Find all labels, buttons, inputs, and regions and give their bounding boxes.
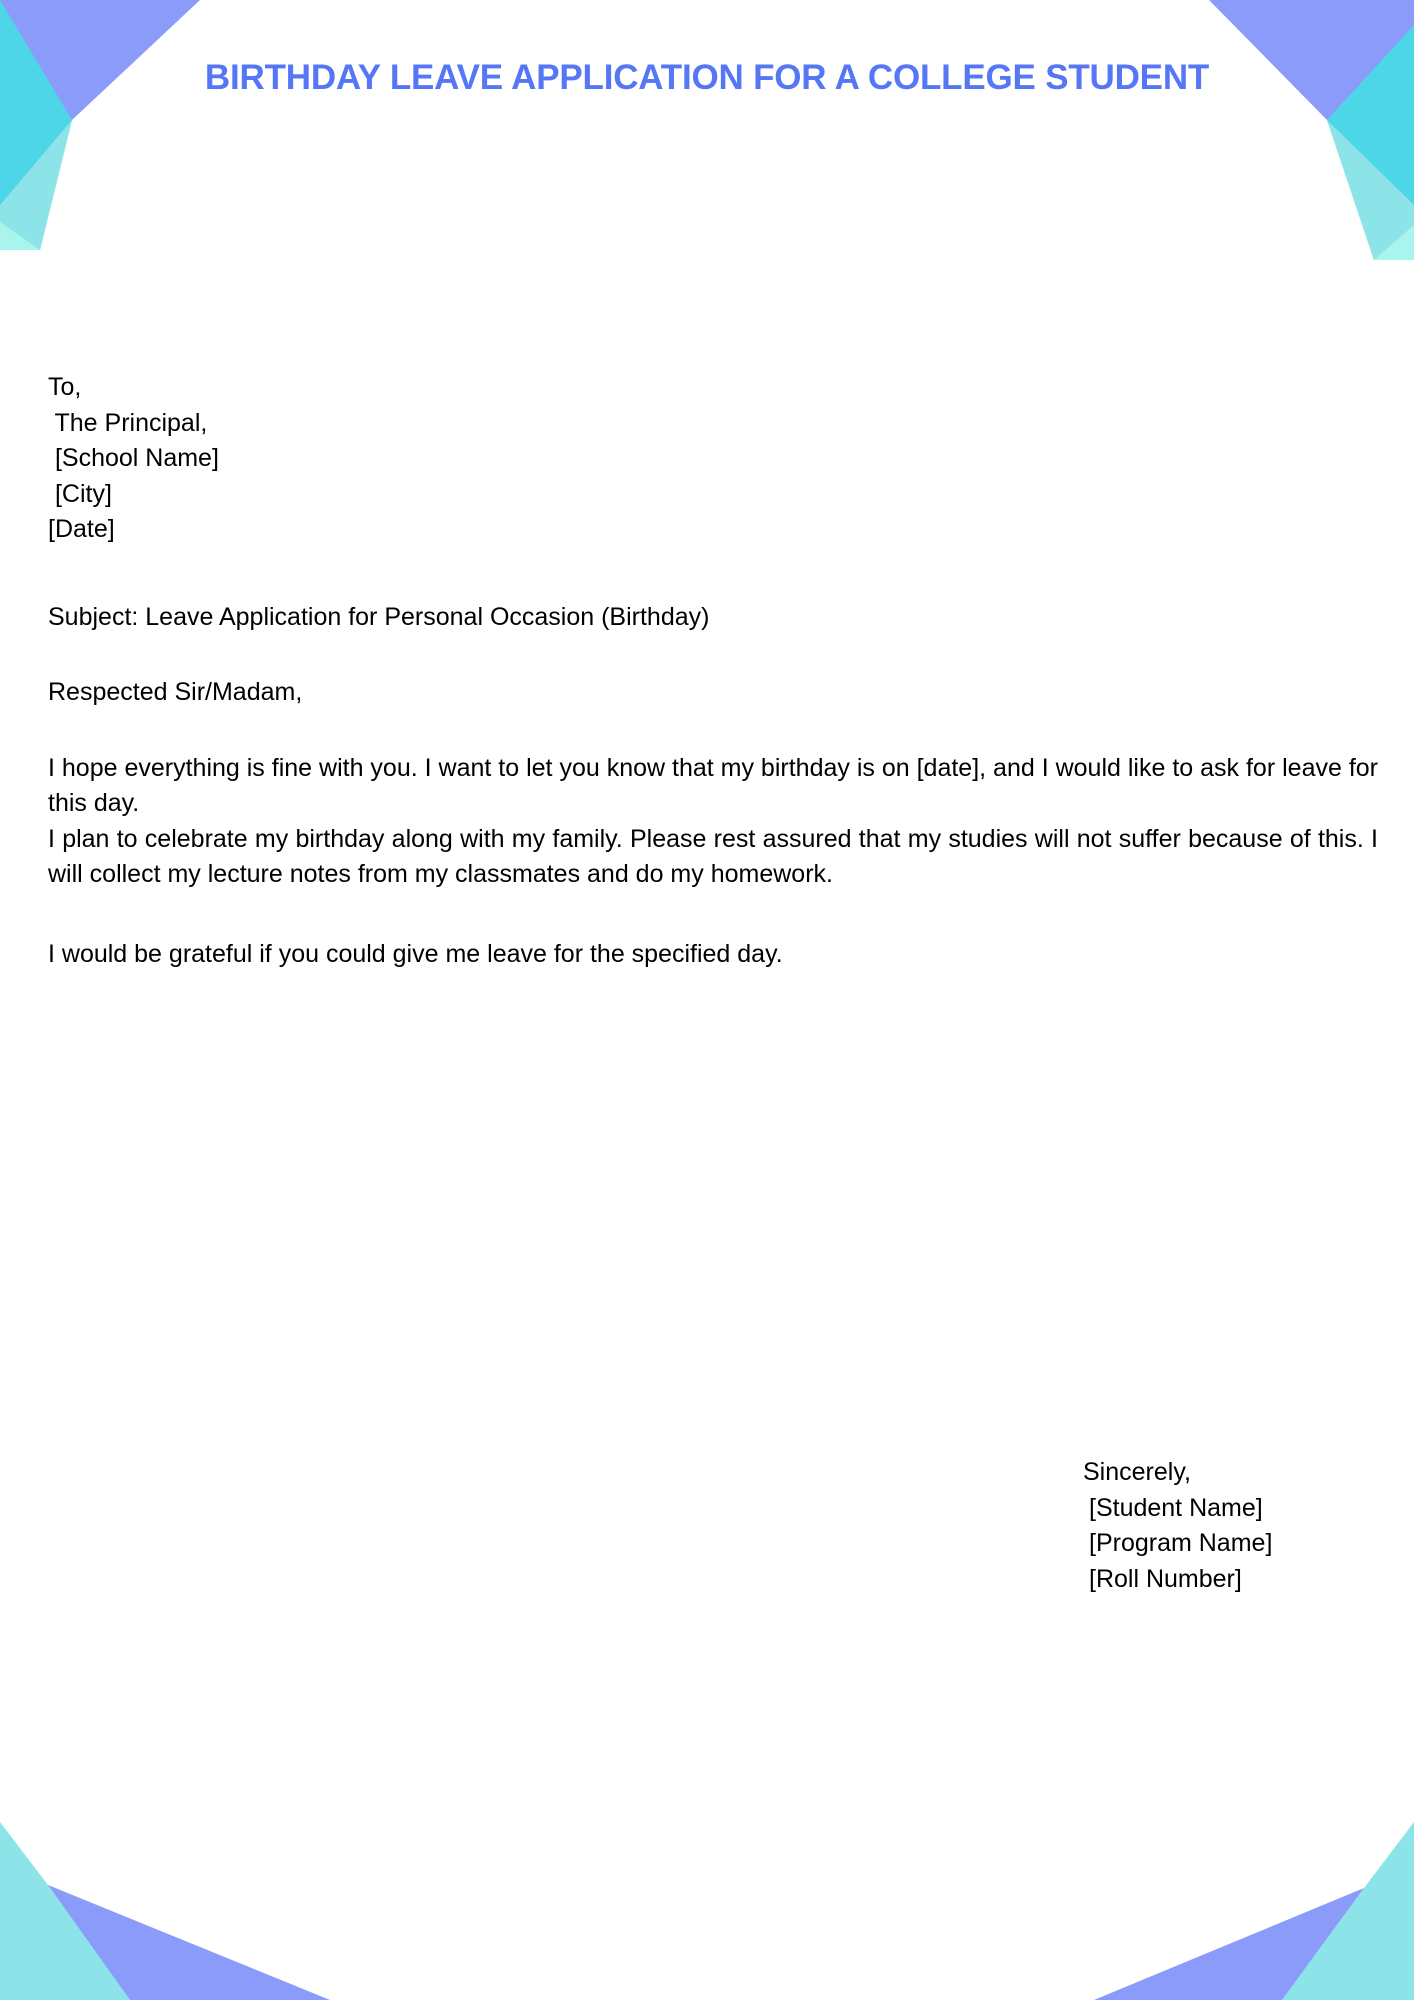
address-school: [School Name] — [48, 444, 219, 472]
spacer-after-salutation — [48, 711, 1378, 751]
address-city: [City] — [48, 479, 112, 508]
corner-decoration-bottom-left-icon — [0, 1800, 330, 2000]
corner-decoration-bottom-right-icon — [1064, 1800, 1414, 2000]
closing-program-name: [Program Name] — [1089, 1529, 1273, 1557]
address-recipient: The Principal, — [48, 408, 208, 437]
closing-roll-number: [Roll Number] — [1089, 1564, 1242, 1593]
address-date: [Date] — [48, 515, 115, 543]
title-container — [0, 58, 1414, 98]
spacer-after-subject — [48, 635, 1378, 675]
body-paragraph-3: I would be grateful if you could give me leave for the specified day. — [48, 939, 783, 968]
address-block — [48, 370, 1378, 548]
closing-block — [1083, 1455, 1383, 1597]
corner-decoration-top-left-icon — [0, 0, 200, 250]
closing-student-name: [Student Name] — [1089, 1493, 1263, 1522]
spacer-after-address — [48, 548, 1378, 600]
corner-decoration-top-right-icon — [1199, 0, 1414, 260]
closing-sincerely: Sincerely, — [1083, 1458, 1191, 1486]
letter-body — [48, 370, 1378, 972]
subject-line: Subject: Leave Application for Personal Occasion (Birthday) — [48, 602, 710, 631]
page-title: BIRTHDAY LEAVE APPLICATION FOR A COLLEGE STUDENT — [204, 58, 1210, 97]
body-paragraph-2: I plan to celebrate my birthday along with my family. Please rest assured that my studies will not suffer because of this. I will collect my lecture notes from my classmates and do my homework. — [48, 824, 1378, 888]
spacer-before-closing-request — [48, 893, 1378, 937]
salutation: Respected Sir/Madam, — [48, 678, 303, 706]
address-to: To, — [48, 373, 82, 401]
body-paragraph-1: I hope everything is fine with you. I want to let you know that my birthday is on [date], and I would like to ask for leave for this day. — [48, 753, 1378, 817]
body-paragraph-group — [48, 751, 1378, 893]
